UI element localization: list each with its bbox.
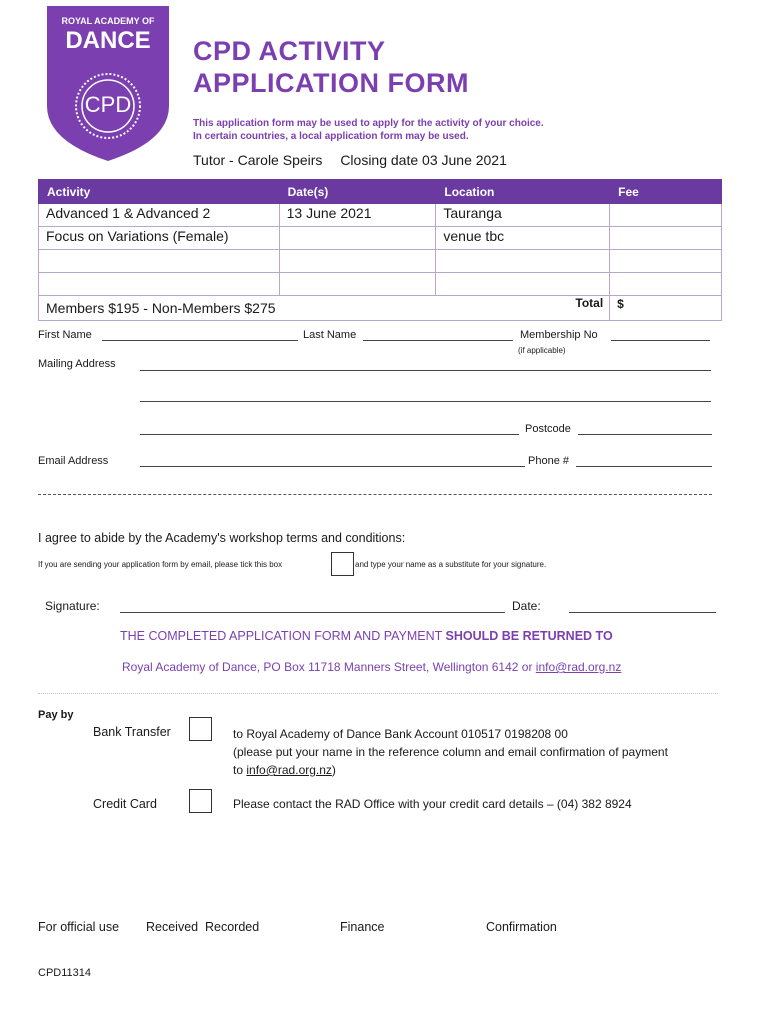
bank-transfer-label: Bank Transfer xyxy=(93,725,171,739)
address-line-3[interactable] xyxy=(140,434,519,435)
credit-card-checkbox[interactable] xyxy=(189,789,212,813)
last-name-label: Last Name xyxy=(303,329,357,341)
bank-account-line: to Royal Academy of Dance Bank Account 010517 0198208 00 xyxy=(233,727,568,741)
postcode-label: Postcode xyxy=(525,423,571,435)
first-name-field[interactable] xyxy=(102,340,298,341)
members-pricing: Members $195 - Non-Members $275 xyxy=(46,300,276,316)
cell-fee[interactable] xyxy=(610,204,722,227)
first-name-label: First Name xyxy=(38,329,92,341)
date-field[interactable] xyxy=(569,612,716,613)
header-dates: Date(s) xyxy=(279,180,436,204)
postcode-field[interactable] xyxy=(578,434,712,435)
dotted-divider xyxy=(38,693,718,694)
cell-fee[interactable] xyxy=(610,227,722,250)
signature-label: Signature: xyxy=(45,599,100,613)
logo-main-text: DANCE xyxy=(65,27,151,54)
logo-top-text: ROYAL ACADEMY OF xyxy=(61,16,155,26)
last-name-field[interactable] xyxy=(363,340,513,341)
header-activity: Activity xyxy=(39,180,280,204)
form-code: CPD11314 xyxy=(38,967,91,979)
address-line-2[interactable] xyxy=(140,401,711,402)
table-row xyxy=(39,227,722,250)
bank-transfer-checkbox[interactable] xyxy=(189,717,212,741)
return-heading-normal: THE COMPLETED APPLICATION FORM AND PAYMENT xyxy=(120,629,443,643)
email-tick-note: If you are sending your application form by email, please tick this box xyxy=(38,560,283,569)
date-label: Date: xyxy=(512,599,541,613)
official-use-label: For official use xyxy=(38,920,120,934)
table-row xyxy=(39,204,722,227)
tutor-name: Tutor - Carole Speirs xyxy=(193,152,323,168)
table-total-row xyxy=(39,296,722,321)
return-email-link[interactable]: info@rad.org.nz xyxy=(535,660,622,674)
email-tick-checkbox[interactable] xyxy=(331,552,354,576)
cell-location[interactable] xyxy=(436,250,610,273)
closing-date: Closing date 03 June 2021 xyxy=(340,152,507,168)
credit-card-label: Credit Card xyxy=(93,797,157,811)
bank-email-suffix: ) xyxy=(331,763,336,777)
cell-activity[interactable]: Focus on Variations (Female) xyxy=(39,227,280,250)
bank-transfer-details xyxy=(233,725,668,779)
subtitle-line-2: In certain countries, a local application form may be used. xyxy=(193,131,469,142)
pay-by-label: Pay by xyxy=(38,709,74,721)
cell-activity[interactable]: Advanced 1 & Advanced 2 xyxy=(39,204,280,227)
table-header-row xyxy=(39,180,722,204)
dashed-divider xyxy=(38,494,712,495)
address-line-1[interactable] xyxy=(140,370,711,371)
email-tick-note-after: and type your name as a substitute for your signature. xyxy=(355,560,547,569)
activity-table xyxy=(38,179,722,321)
table-row xyxy=(39,250,722,273)
cell-activity[interactable] xyxy=(39,250,280,273)
email-address-label: Email Address xyxy=(38,455,109,467)
total-value[interactable]: $ xyxy=(610,296,722,321)
cell-date[interactable] xyxy=(279,273,436,296)
credit-card-details: Please contact the RAD Office with your credit card details – (04) 382 8924 xyxy=(233,797,632,811)
received-label: Received xyxy=(146,920,199,934)
if-applicable-note: (if applicable) xyxy=(518,346,566,355)
bank-reference-line: (please put your name in the reference column and email confirmation of payment xyxy=(233,745,668,759)
rad-logo xyxy=(47,6,169,161)
table-row xyxy=(39,273,722,296)
return-address xyxy=(122,660,621,674)
cell-fee[interactable] xyxy=(610,250,722,273)
subtitle-line-1: This application form may be used to apply for the activity of your choice. xyxy=(193,118,544,129)
mailing-address-label: Mailing Address xyxy=(38,358,116,370)
finance-label: Finance xyxy=(340,920,385,934)
logo-badge-text: CPD xyxy=(84,92,132,117)
email-field[interactable] xyxy=(140,466,525,467)
cell-location[interactable] xyxy=(436,273,610,296)
cell-date[interactable] xyxy=(279,250,436,273)
membership-no-label: Membership No xyxy=(520,329,598,341)
confirmation-label: Confirmation xyxy=(486,920,557,934)
return-address-text: Royal Academy of Dance, PO Box 11718 Manners Street, Wellington 6142 or xyxy=(122,660,533,674)
recorded-label: Recorded xyxy=(205,920,260,934)
return-heading-bold: SHOULD BE RETURNED TO xyxy=(445,629,613,643)
phone-label: Phone # xyxy=(528,455,569,467)
return-heading xyxy=(120,629,613,643)
cell-location[interactable]: Tauranga xyxy=(436,204,610,227)
membership-no-field[interactable] xyxy=(611,340,710,341)
signature-field[interactable] xyxy=(120,612,505,613)
bank-email-prefix: to xyxy=(233,763,244,777)
cell-date[interactable]: 13 June 2021 xyxy=(279,204,436,227)
title-line-1: CPD ACTIVITY xyxy=(193,36,386,66)
agree-heading: I agree to abide by the Academy's workshop terms and conditions: xyxy=(38,531,406,545)
header-fee: Fee xyxy=(610,180,722,204)
tutor-text xyxy=(193,152,507,168)
title-line-2: APPLICATION FORM xyxy=(193,68,469,98)
header-location: Location xyxy=(436,180,610,204)
phone-field[interactable] xyxy=(576,466,712,467)
cell-date[interactable] xyxy=(279,227,436,250)
cell-fee[interactable] xyxy=(610,273,722,296)
cell-activity[interactable] xyxy=(39,273,280,296)
cell-location[interactable]: venue tbc xyxy=(436,227,610,250)
total-label: Total xyxy=(575,296,604,310)
bank-email-link[interactable]: info@rad.org.nz xyxy=(246,763,332,777)
bank-email-line xyxy=(233,761,668,779)
